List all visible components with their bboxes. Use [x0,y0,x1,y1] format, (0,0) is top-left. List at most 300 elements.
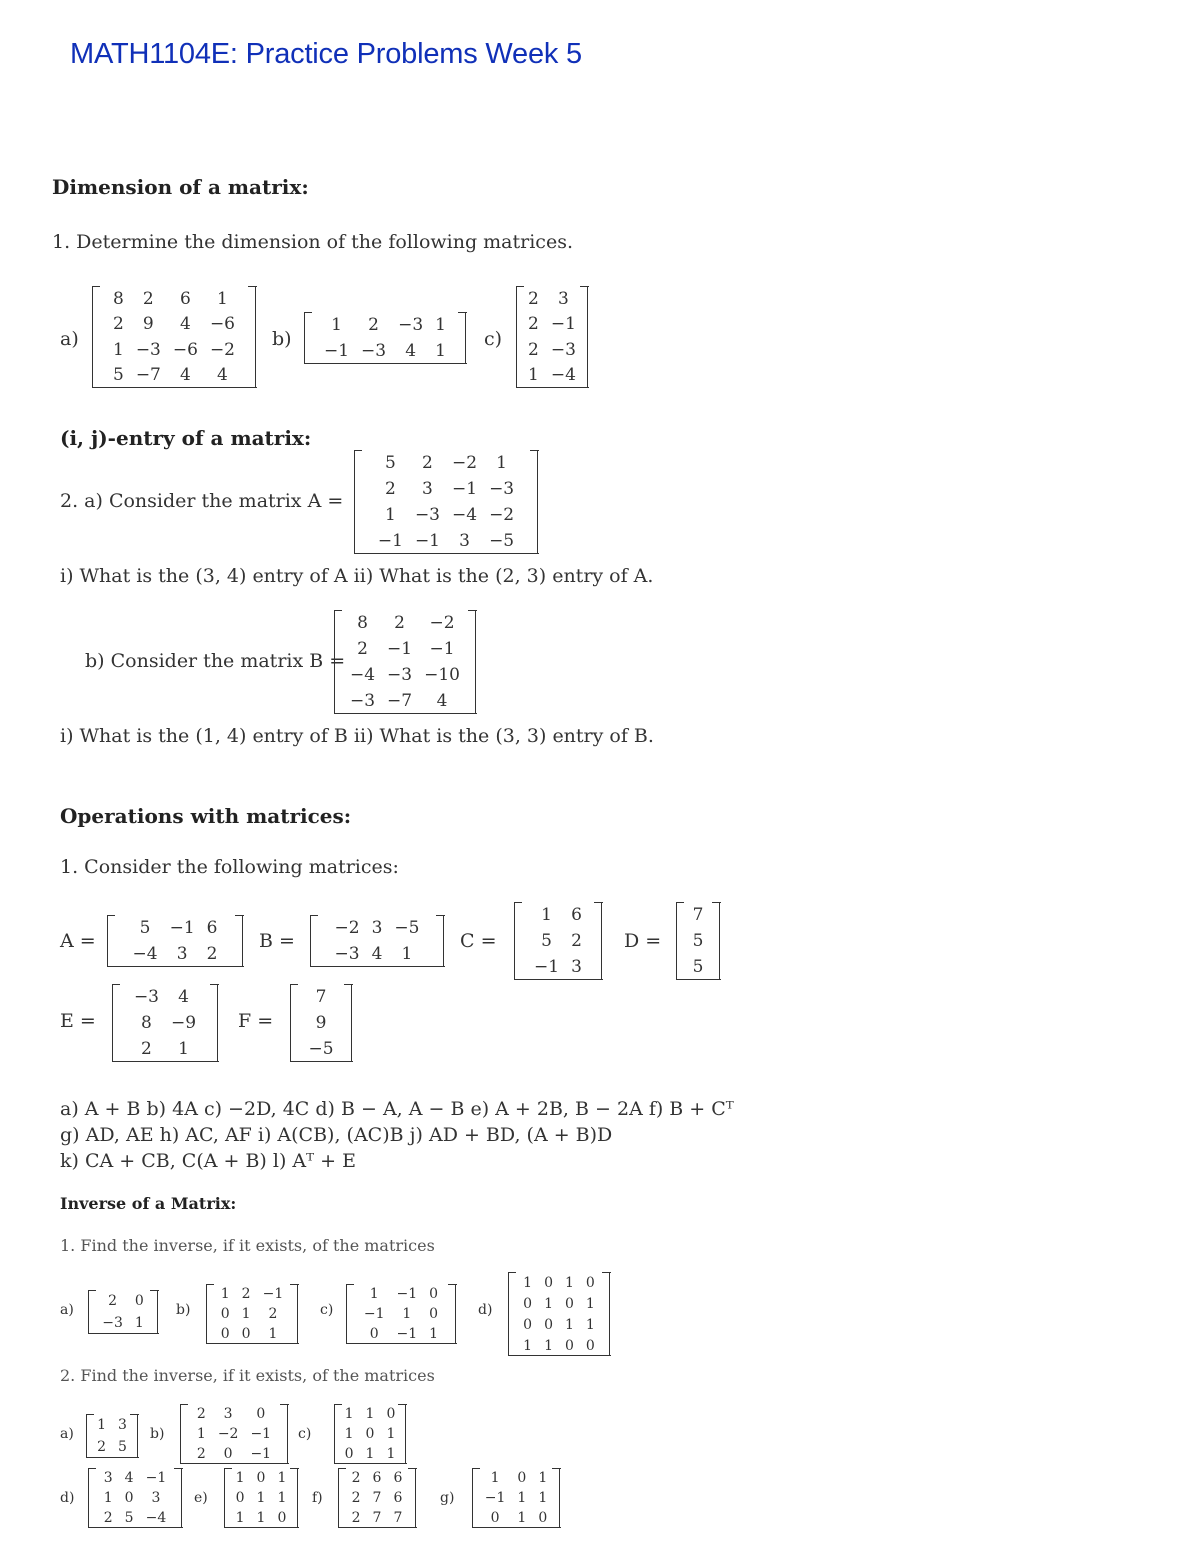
matrix-entry: −1 [323,341,350,361]
matrix-entry: −4 [452,505,478,525]
matrix-table [346,1468,409,1528]
matrix-row [358,1284,444,1304]
matrix-entry: 6 [393,1490,403,1506]
matrix-entry: 2 [112,314,124,335]
matrix-entry: 1 [365,1446,375,1462]
matrix-row [329,941,426,967]
matrix-entry: 1 [220,1286,230,1302]
matrix-entry: 0 [429,1306,439,1322]
matrix-entry: 2 [103,1510,113,1526]
inv1-label-a: a) [60,1302,74,1318]
matrix-entry: −1 [429,639,455,659]
matrix-row [528,954,588,980]
matrix-entry: 1 [544,1337,553,1354]
matrix-entry: 3 [371,918,383,938]
matrix-entry: −5 [308,1039,334,1059]
matrix-row [91,1436,133,1458]
matrix-inv1-b [206,1284,298,1344]
matrix-inv1-d [508,1272,610,1356]
matrix-inv2-f [338,1468,416,1528]
matrix-dim-a [92,286,256,388]
matrix-entry: 0 [585,1274,595,1291]
inv1-label-c: c) [320,1302,334,1318]
matrix-entry: 0 [523,1295,533,1312]
matrix-entry: −2 [489,505,515,525]
matrix-row [344,662,466,688]
matrix-entry: −3 [398,315,424,335]
matrix-table [98,1468,172,1528]
matrix-row [302,984,339,1010]
matrix-entry: 3 [459,531,470,551]
matrix-entry: 1 [97,1417,106,1433]
matrix-dim-b [304,312,466,364]
matrix-entry: 1 [517,1510,527,1526]
matrix-entry: 0 [277,1510,287,1526]
matrix-entry: 1 [538,1490,548,1506]
label-E: E = [60,1010,96,1032]
matrix-row [128,1010,202,1036]
matrix-entry: −1 [377,531,403,551]
matrix-row [346,1508,409,1528]
matrix-row [522,337,582,363]
matrix-entry: 1 [241,1306,251,1322]
matrix-inv1-c [346,1284,456,1344]
matrix-row [517,1314,601,1335]
matrix-entry: 0 [565,1337,574,1354]
matrix-row [329,915,426,941]
matrix-entry: 2 [196,1406,206,1422]
matrix-entry: −1 [250,1426,272,1442]
matrix-entry: 3 [223,1406,233,1422]
matrix-entry: 2 [528,288,539,309]
matrix-entry: −3 [361,341,387,361]
matrix-entry: −9 [171,1013,197,1033]
matrix-table [215,1284,289,1344]
matrix-inv2-d [88,1468,182,1528]
matrix-entry: 9 [142,314,154,335]
operations-list-line-2: g) AD, AE h) AC, AF i) A(CB), (AC)B j) AD + BD, (A + B)D [60,1124,613,1146]
matrix-row [191,1424,277,1444]
matrix-entry: 1 [196,1426,206,1442]
label-D: D = [624,930,662,952]
matrix-entry: 0 [585,1337,595,1354]
matrix-row [318,312,452,338]
matrix-entry: 2 [368,315,379,335]
matrix-entry: −1 [262,1286,284,1302]
matrix-entry: 1 [429,1326,439,1342]
matrix-entry: 1 [384,505,396,525]
label-F: F = [238,1010,274,1032]
matrix-entry: 4 [178,987,189,1007]
matrix-table [96,1290,150,1334]
matrix-entry: 1 [402,1306,412,1322]
matrix-entry: 4 [179,365,191,386]
matrix-entry: 2 [351,1470,361,1486]
matrix-row [479,1508,553,1528]
matrix-entry: 4 [217,365,228,386]
matrix-entry: 2 [571,931,582,951]
matrix-row [372,528,520,554]
matrix-entry: 8 [141,1013,152,1033]
matrix-row [517,1272,601,1293]
matrix-entry: −3 [349,691,376,711]
matrix-entry: 1 [178,1039,189,1059]
matrix-row [517,1335,601,1356]
matrix-entry: −5 [489,531,515,551]
matrix-entry: 1 [217,288,228,309]
matrix-entry: 2 [142,288,154,309]
matrix-row [517,1293,601,1314]
label-B: B = [259,930,295,952]
inv2-label-d: d) [60,1490,75,1506]
matrix-table [528,902,588,980]
matrix-inv2-b [180,1404,288,1464]
matrix-entry: 7 [315,987,327,1007]
matrix-entry: −4 [132,944,158,964]
matrix-entry: 2 [351,1510,361,1526]
matrix-entry: 1 [331,315,342,335]
matrix-entry: 0 [490,1510,500,1526]
matrix-table [687,902,710,980]
matrix-dim-c [516,286,588,388]
matrix-entry: −6 [209,314,235,335]
matrix-entry: −1 [169,918,195,938]
matrix-entry: 2 [528,339,539,360]
section-heading-dimension: Dimension of a matrix: [52,175,309,199]
matrix-table [344,610,466,714]
matrix-entry: 1 [544,1295,553,1312]
matrix-entry: 0 [544,1316,553,1333]
matrix-A [107,915,243,967]
matrix-entry: 2 [206,944,218,964]
matrix-table [339,1404,402,1464]
matrix-row [344,636,466,662]
matrix-row [522,312,582,338]
matrix-entry: −3 [133,987,159,1007]
matrix-entry: 2 [196,1446,206,1462]
matrix-entry: 0 [220,1326,230,1342]
matrix-entry: 1 [277,1490,287,1506]
matrix-entry: −4 [145,1510,167,1526]
matrix-row [96,1290,150,1312]
matrix-row [687,928,710,954]
matrix-entry: 1 [386,1426,396,1442]
question-inverse-2: 2. Find the inverse, if it exists, of the matrices [60,1366,435,1385]
page-title: MATH1104E: Practice Problems Week 5 [70,38,582,70]
matrix-entry: −1 [363,1306,385,1322]
inv1-label-d: d) [478,1302,493,1318]
matrix-row [107,286,241,312]
matrix-row [107,337,241,363]
matrix-entry: 1 [344,1426,354,1442]
matrix-entry: 2 [241,1286,251,1302]
question-inverse-1: 1. Find the inverse, if it exists, of the matrices [60,1236,435,1255]
matrix-entry: 1 [235,1470,245,1486]
matrix-table [230,1468,293,1528]
matrix-entry: −2 [209,339,235,360]
matrix-row [372,502,520,528]
matrix-row [230,1468,293,1488]
matrix-entry: 2 [97,1439,106,1455]
matrix-entry: 0 [256,1470,266,1486]
matrix-entry: 3 [571,957,582,977]
matrix-row [98,1468,172,1488]
matrix-entry: 7 [372,1490,382,1506]
matrix-entry: 2 [384,479,396,499]
matrix-entry: 3 [557,288,569,309]
matrix-row [230,1508,293,1528]
matrix-entry: 1 [585,1316,595,1333]
matrix-row [528,902,588,928]
matrix-entry: 1 [490,1470,500,1486]
matrix-entry: 1 [365,1406,375,1422]
matrix-row [346,1468,409,1488]
matrix-row [372,450,520,476]
matrix-entry: 1 [235,1510,245,1526]
matrix-table [329,915,426,967]
section-heading-entry: (i, j)-entry of a matrix: [60,426,312,450]
matrix-entry: 2 [357,639,368,659]
matrix-entry: 1 [344,1406,354,1422]
matrix-row [128,984,202,1010]
matrix-entry: −4 [550,365,576,386]
matrix-entry: −6 [172,339,198,360]
label-A: A = [60,930,96,952]
matrix-entry: 1 [268,1326,278,1342]
matrix-entry: 1 [369,1286,379,1302]
matrix-entry: 5 [124,1510,134,1526]
matrix-entry: 9 [315,1013,327,1033]
matrix-entry: −1 [145,1470,167,1486]
matrix-row [318,338,452,364]
matrix-table [128,984,202,1062]
matrix-row [528,928,588,954]
matrix-entry: 0 [429,1286,439,1302]
matrix-C [514,902,602,980]
matrix-entry: 0 [134,1293,144,1309]
section-heading-inverse: Inverse of a Matrix: [60,1194,237,1213]
matrix-entry: 7 [393,1510,403,1526]
matrix-entry: 1 [401,944,413,964]
matrix-row [98,1508,172,1528]
matrix-row [91,1414,133,1436]
matrix-row [302,1036,339,1062]
matrix-row [107,363,241,389]
matrix-entry: −1 [250,1446,272,1462]
matrix-row [191,1404,277,1424]
matrix-entry: −2 [429,613,455,633]
matrix-row [339,1424,402,1444]
matrix-entry: −4 [349,665,376,685]
matrix-row [358,1324,444,1344]
matrix-entry: 1 [435,341,446,361]
matrix-row [339,1404,402,1424]
matrix-entry: 2 [528,314,539,335]
matrix-entry: −3 [102,1315,123,1331]
question-2b: b) Consider the matrix B = [85,650,346,672]
operations-list-line-3: k) CA + CB, C(A + B) l) Aᵀ + E [60,1150,356,1172]
matrix-row [127,941,224,967]
matrix-row [128,1036,202,1062]
matrix-entry: 0 [386,1406,396,1422]
matrix-inv2-e [224,1468,298,1528]
matrix-table [107,286,241,388]
matrix-row [98,1488,172,1508]
matrix-row [687,902,710,928]
matrix-entry: 4 [436,691,448,711]
matrix-entry: 2 [422,453,433,473]
matrix-entry: 5 [112,365,124,386]
matrix-row [107,312,241,338]
matrix-entry: 0 [565,1295,574,1312]
matrix-entry: 3 [176,944,188,964]
matrix-entry: 0 [344,1446,354,1462]
matrix-entry: −3 [334,944,360,964]
label-c: c) [484,328,503,350]
matrix-entry: 1 [256,1510,266,1526]
matrix-entry: 6 [372,1470,382,1486]
matrix-entry: −2 [452,453,478,473]
inv2-label-c: c) [298,1426,312,1442]
matrix-entry: 6 [179,288,191,309]
matrix-row [479,1488,553,1508]
matrix-entry: 4 [371,944,383,964]
matrix-entry: 1 [435,315,446,335]
matrix-row [687,954,710,980]
matrix-entry: −1 [387,639,413,659]
matrix-entry: 7 [372,1510,382,1526]
matrix-row [127,915,224,941]
matrix-entry: 6 [206,918,218,938]
matrix-entry: 0 [523,1316,533,1333]
matrix-entry: 5 [692,931,704,951]
matrix-entry: 3 [422,479,433,499]
matrix-row [96,1312,150,1334]
matrix-row [346,1488,409,1508]
matrix-entry: 4 [124,1470,134,1486]
matrix-entry: 4 [179,314,191,335]
matrix-entry: 1 [103,1490,113,1506]
matrix-table [522,286,582,388]
matrix-entry: 1 [523,1337,533,1354]
matrix-inv1-a [88,1290,158,1334]
matrix-A-entry [354,450,538,554]
matrix-entry: 0 [538,1510,548,1526]
inv2-label-g: g) [440,1490,455,1506]
matrix-row [358,1304,444,1324]
matrix-row [344,688,466,714]
question-2a-sub: i) What is the (3, 4) entry of A ii) What is the (2, 3) entry of A. [60,565,654,587]
matrix-entry: 1 [134,1315,144,1331]
matrix-row [479,1468,553,1488]
matrix-entry: 2 [268,1306,278,1322]
matrix-entry: −2 [217,1426,239,1442]
matrix-entry: −7 [135,365,161,386]
matrix-entry: 0 [220,1306,230,1322]
matrix-entry: 5 [139,918,151,938]
inv2-label-e: e) [194,1490,208,1506]
inv2-label-a: a) [60,1426,74,1442]
matrix-entry: 0 [235,1490,245,1506]
matrix-entry: 1 [386,1446,396,1462]
matrix-entry: 1 [256,1490,266,1506]
matrix-entry: 8 [112,288,124,309]
matrix-B [310,915,444,967]
matrix-table [318,312,452,364]
matrix-entry: 0 [365,1426,375,1442]
matrix-inv2-g [472,1468,560,1528]
matrix-entry: 6 [393,1470,403,1486]
matrix-entry: 1 [112,339,124,360]
matrix-row [339,1444,402,1464]
matrix-entry: 6 [571,905,582,925]
matrix-entry: 0 [517,1470,527,1486]
inv2-label-b: b) [150,1426,165,1442]
inv2-label-f: f) [312,1490,323,1506]
matrix-entry: 5 [118,1439,127,1455]
matrix-entry: 3 [118,1417,127,1433]
matrix-entry: 5 [692,957,704,977]
matrix-table [302,984,339,1062]
matrix-row [302,1010,339,1036]
question-2a: 2. a) Consider the matrix A = [60,490,344,512]
matrix-entry: 1 [496,453,507,473]
matrix-table [191,1404,277,1464]
matrix-entry: 0 [124,1490,134,1506]
matrix-entry: 0 [241,1326,251,1342]
matrix-entry: −1 [396,1326,418,1342]
matrix-entry: 8 [357,613,368,633]
matrix-entry: −1 [534,957,560,977]
matrix-inv2-c [334,1404,406,1464]
matrix-table [91,1414,133,1458]
matrix-entry: 4 [405,341,417,361]
matrix-entry: 2 [108,1293,117,1309]
matrix-row [191,1444,277,1464]
matrix-table [358,1284,444,1344]
matrix-row [215,1324,289,1344]
matrix-entry: −3 [387,665,413,685]
matrix-entry: 1 [523,1274,533,1291]
matrix-row [215,1284,289,1304]
matrix-entry: −1 [396,1286,418,1302]
matrix-entry: −1 [484,1490,506,1506]
matrix-entry: 1 [585,1295,595,1312]
matrix-entry: 0 [369,1326,379,1342]
label-b: b) [272,328,292,350]
matrix-row [372,476,520,502]
matrix-entry: 2 [141,1039,152,1059]
matrix-entry: 5 [384,453,396,473]
matrix-entry: 3 [151,1490,161,1506]
question-1-dimension: 1. Determine the dimension of the following matrices. [52,231,573,253]
matrix-entry: 5 [541,931,552,951]
matrix-entry: −1 [414,531,440,551]
label-a: a) [60,328,79,350]
matrix-entry: 7 [692,905,704,925]
matrix-table [127,915,224,967]
matrix-entry: 3 [103,1470,113,1486]
matrix-entry: −3 [550,339,576,360]
matrix-row [522,286,582,312]
matrix-B-entry [334,610,476,714]
matrix-entry: −3 [414,505,440,525]
matrix-entry: 1 [517,1490,527,1506]
question-operations-1: 1. Consider the following matrices: [60,856,399,878]
matrix-entry: 1 [565,1316,574,1333]
matrix-entry: −2 [334,918,360,938]
operations-list-line-1: a) A + B b) 4A c) −2D, 4C d) B − A, A − B e) A + 2B, B − 2A f) B + Cᵀ [60,1098,734,1120]
